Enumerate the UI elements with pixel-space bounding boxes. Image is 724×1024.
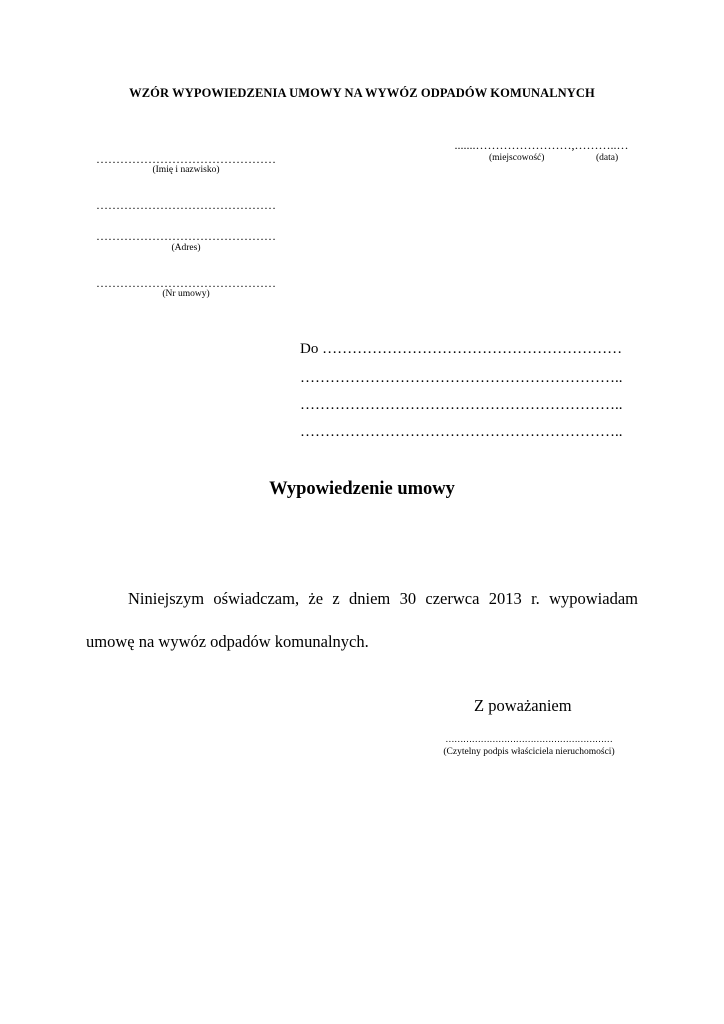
- name-field: ………………………………………: [96, 152, 276, 166]
- recipient-line-3: ………………………………………………………..: [300, 397, 623, 413]
- place-caption: (miejscowość): [489, 153, 545, 163]
- letter-body-text: Niniejszym oświadczam, że z dniem 30 czerwca 2013 r. wypowiadam umowę na wywóz odpadów komunalnych.: [86, 589, 638, 651]
- signature-caption: (Czytelny podpis właściciela nieruchomości): [443, 747, 615, 757]
- contract-number-field: ………………………………………: [96, 276, 276, 290]
- letter-heading: Wypowiedzenie umowy: [269, 479, 455, 499]
- address-line-1-field: ………………………………………: [96, 198, 276, 212]
- recipient-line-1: Do ……………………………………………………: [300, 341, 623, 357]
- place-date-field: .......……………………,………..…: [454, 138, 629, 152]
- address-caption: (Adres): [171, 243, 201, 253]
- recipient-line-2: ………………………………………………………..: [300, 370, 623, 386]
- name-caption: (Imię i nazwisko): [152, 165, 220, 175]
- closing-regards: Z poważaniem: [474, 696, 572, 715]
- recipient-line-4: ………………………………………………………..: [300, 424, 623, 440]
- document-title: WZÓR WYPOWIEDZENIA UMOWY NA WYWÓZ ODPADÓW KOMUNALNYCH: [129, 86, 595, 100]
- date-caption: (data): [596, 153, 619, 163]
- signature-field: …………………………………………………: [445, 734, 613, 744]
- contract-number-caption: (Nr umowy): [162, 289, 210, 299]
- address-line-2-field: ………………………………………: [96, 229, 276, 243]
